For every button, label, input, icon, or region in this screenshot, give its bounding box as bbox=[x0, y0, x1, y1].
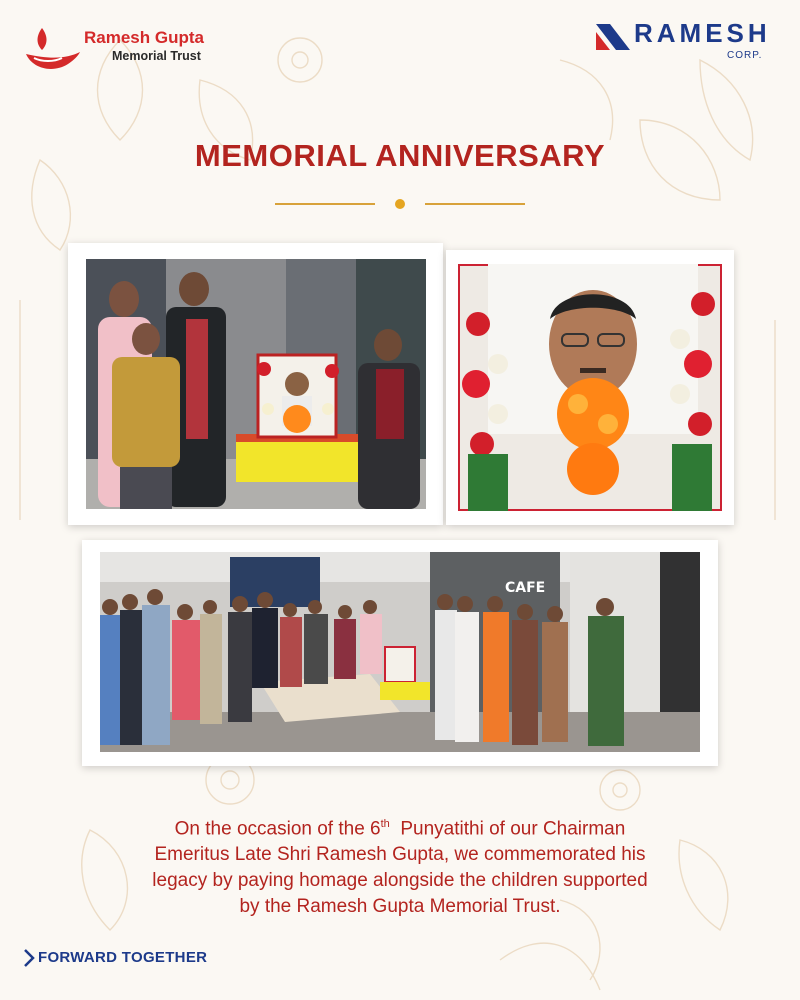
corp-wordmark: RAMESH bbox=[634, 18, 771, 48]
caption-line2: Emeritus Late Shri Ramesh Gupta, we commemorated his bbox=[154, 844, 646, 866]
trust-name-line2: Memorial Trust bbox=[112, 49, 201, 63]
corp-logo bbox=[596, 16, 786, 66]
ramesh-mark-icon bbox=[596, 20, 630, 54]
group-image bbox=[100, 552, 700, 752]
chevron-right-icon bbox=[22, 948, 36, 968]
photo-family-tribute bbox=[68, 243, 443, 525]
trust-name-line1: Ramesh Gupta bbox=[84, 28, 204, 47]
caption-line3: legacy by paying homage alongside the children supported bbox=[152, 870, 648, 892]
caption-line1: On the occasion of the 6th Punyatithi of our Chairman bbox=[174, 818, 626, 840]
photo-group bbox=[82, 540, 718, 766]
portrait-closeup-image bbox=[458, 264, 722, 511]
page-title: MEMORIAL ANNIVERSARY bbox=[194, 138, 606, 173]
corp-subtitle: CORP. bbox=[727, 50, 763, 61]
title-divider bbox=[275, 198, 525, 210]
trust-logo bbox=[22, 20, 222, 80]
footer-label: FORWARD TOGETHER bbox=[38, 949, 208, 966]
lamp-icon bbox=[22, 22, 84, 78]
family-tribute-image bbox=[86, 259, 426, 509]
caption-text bbox=[60, 811, 740, 920]
caption-line4: by the Ramesh Gupta Memorial Trust. bbox=[239, 896, 561, 918]
cafe-sign: CAFE bbox=[505, 580, 546, 596]
photo-portrait-closeup bbox=[446, 250, 734, 525]
